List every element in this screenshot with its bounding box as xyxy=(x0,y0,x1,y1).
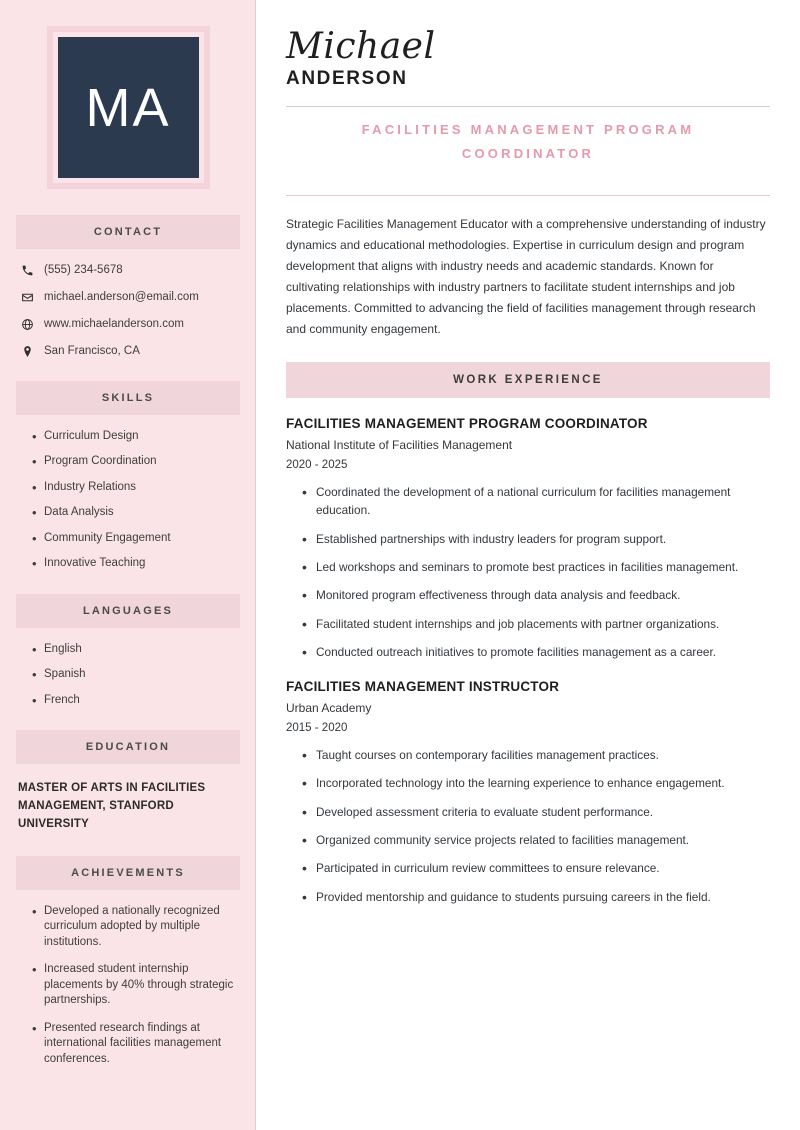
globe-icon xyxy=(20,318,34,331)
role-dates: 2015 - 2020 xyxy=(286,722,348,735)
list-item: • Monitored program effectiveness through data analysis and feedback. xyxy=(316,586,770,604)
skills-section-heading: SKILLS xyxy=(16,381,240,415)
contact-website xyxy=(20,317,240,332)
job-title: FACILITIES MANAGEMENT PROGRAM COORDINATOR xyxy=(361,121,695,162)
list-item: • Curriculum Design xyxy=(34,429,240,445)
list-item: • Coordinated the development of a national curriculum for facilities management education. xyxy=(316,483,770,520)
contact-phone xyxy=(20,263,240,278)
first-name: Michael xyxy=(286,26,436,67)
list-item: • Industry Relations xyxy=(34,480,240,496)
skills-list xyxy=(16,429,240,572)
role-bullets xyxy=(286,483,770,661)
list-item: • Program Coordination xyxy=(34,454,240,470)
contact-section-heading: CONTACT xyxy=(16,215,240,249)
monogram-initials: MA xyxy=(58,37,199,178)
list-item: • Facilitated student internships and job placements with partner organizations. xyxy=(316,615,770,633)
languages-list xyxy=(16,642,240,709)
list-item: • Incorporated technology into the learning experience to enhance engagement. xyxy=(316,774,770,792)
achievements-section-heading: ACHIEVEMENTS xyxy=(16,856,240,890)
email-icon xyxy=(20,291,34,304)
contact-email-text: michael.anderson@email.com xyxy=(44,290,199,303)
list-item: • Taught courses on contemporary facilities management practices. xyxy=(316,746,770,764)
professional-summary: Strategic Facilities Management Educator with a comprehensive understanding of industry dynamics and educational methodologies. Expertise in curriculum design and program development that aligns with industry needs and academic standards. Known for cultivating relationships with industry partners to facilitate student internships and job placements. Committed to advancing the field of facilities management through research and community engagement. xyxy=(286,217,766,337)
role-organization: Urban Academy xyxy=(286,701,372,716)
main-content xyxy=(256,0,800,1130)
role-organization: National Institute of Facilities Management xyxy=(286,438,513,453)
sidebar xyxy=(0,0,256,1130)
contact-website-text: www.michaelanderson.com xyxy=(44,317,184,330)
list-item: • Established partnerships with industry leaders for program support. xyxy=(316,530,770,548)
contact-phone-text: (555) 234-5678 xyxy=(44,264,123,276)
list-item: • Organized community service projects related to facilities management. xyxy=(316,831,770,849)
contact-location xyxy=(20,344,240,359)
list-item: • French xyxy=(34,693,240,709)
list-item: • Presented research findings at international facilities management conferences. xyxy=(34,1021,240,1068)
achievements-list xyxy=(16,904,240,1068)
role-title: FACILITIES MANAGEMENT INSTRUCTOR xyxy=(286,679,560,695)
list-item: • Data Analysis xyxy=(34,505,240,521)
languages-section-heading: LANGUAGES xyxy=(16,594,240,628)
name-block xyxy=(286,28,770,90)
monogram-frame xyxy=(47,26,210,189)
list-item: • Developed a nationally recognized curriculum adopted by multiple institutions. xyxy=(34,904,240,951)
role-bullets xyxy=(286,746,770,906)
education-entry: MASTER OF ARTS IN FACILITIES MANAGEMENT, STANFORD UNIVERSITY xyxy=(18,782,206,831)
role-title: FACILITIES MANAGEMENT PROGRAM COORDINATOR xyxy=(286,416,648,432)
list-item: • Developed assessment criteria to evaluate student performance. xyxy=(316,803,770,821)
list-item: • Increased student internship placements by 40% through strategic partnerships. xyxy=(34,962,240,1009)
contact-location-text: San Francisco, CA xyxy=(44,344,140,357)
phone-icon xyxy=(20,264,34,277)
list-item: • Spanish xyxy=(34,667,240,683)
last-name: ANDERSON xyxy=(286,67,408,89)
experience-entry-1 xyxy=(286,416,770,661)
list-item: • Conducted outreach initiatives to promote facilities management as a career. xyxy=(316,643,770,661)
list-item: • Community Engagement xyxy=(34,531,240,547)
work-experience-heading: WORK EXPERIENCE xyxy=(286,362,770,398)
list-item: • Led workshops and seminars to promote best practices in facilities management. xyxy=(316,558,770,576)
location-pin-icon xyxy=(20,345,34,358)
divider-bottom xyxy=(286,195,770,196)
education-section-heading: EDUCATION xyxy=(16,730,240,764)
list-item: • English xyxy=(34,642,240,658)
role-dates: 2020 - 2025 xyxy=(286,459,348,472)
contact-list xyxy=(16,263,240,359)
experience-entry-2 xyxy=(286,679,770,906)
list-item: • Provided mentorship and guidance to students pursuing careers in the field. xyxy=(316,888,770,906)
list-item: • Participated in curriculum review committees to ensure relevance. xyxy=(316,859,770,877)
list-item: • Innovative Teaching xyxy=(34,556,240,572)
contact-email xyxy=(20,290,240,305)
